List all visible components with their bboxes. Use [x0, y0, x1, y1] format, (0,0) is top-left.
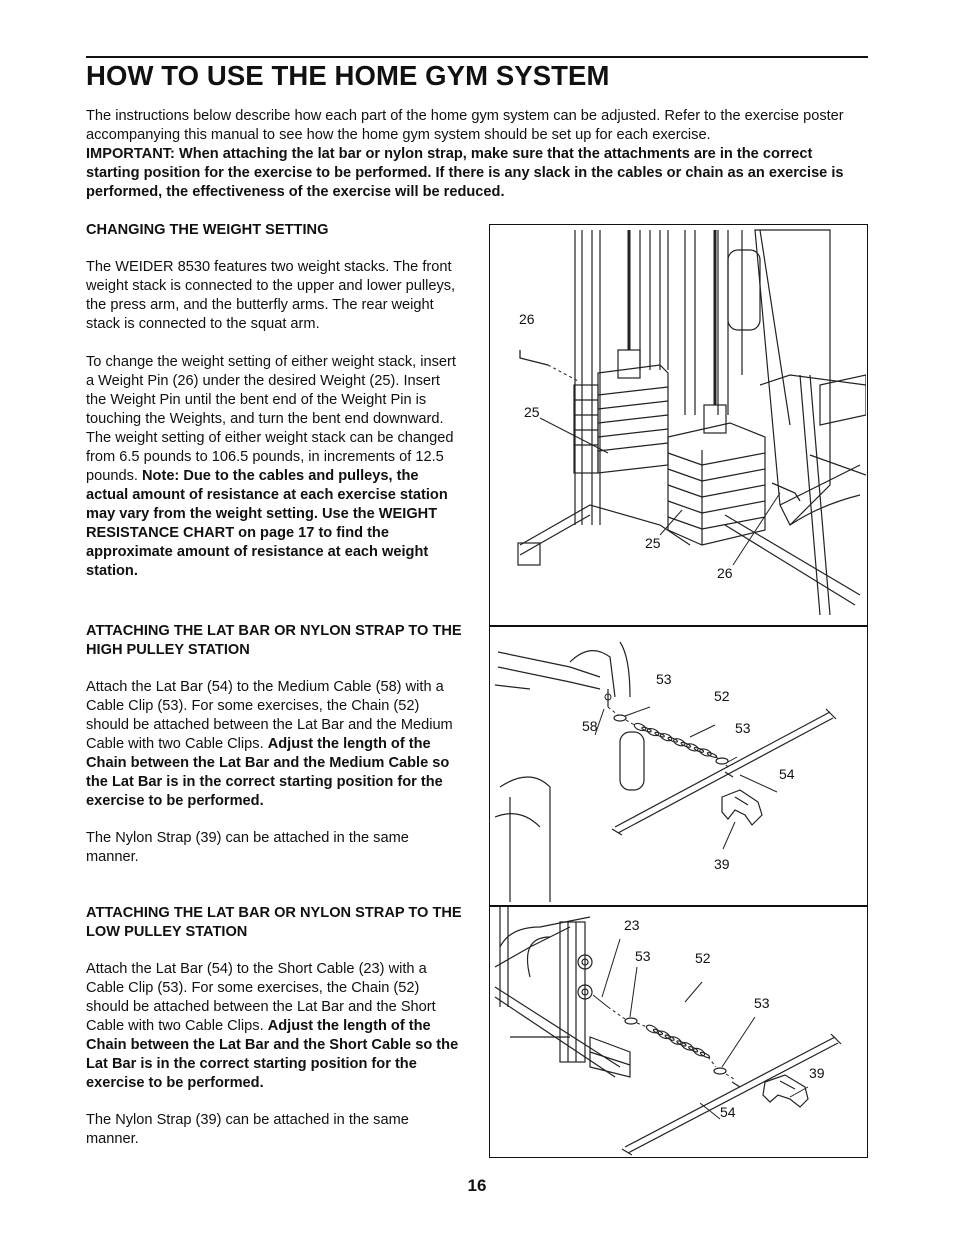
intro-paragraph: [86, 107, 868, 202]
paragraph-text: Attach the Lat Bar (54) to the Medium Cable (58) with a Cable Clip (53). For some exercises, the Chain (52) should be attached between the Lat Bar and the Medium Cable with two Cable Clips.: [86, 679, 453, 752]
callout-chain: 52: [714, 688, 730, 704]
section-heading: ATTACHING THE LAT BAR OR NYLON STRAP TO THE LOW PULLEY STATION: [86, 905, 462, 940]
section-paragraph: [86, 960, 464, 1093]
callout-weight-pin: 26: [717, 565, 733, 581]
callout-lat-bar: 54: [779, 766, 795, 782]
section-high-pulley: [86, 622, 464, 867]
section-paragraph: [86, 353, 464, 581]
intro-text: The instructions below describe how each part of the home gym system can be adjusted. Refer to the exercise poster accompanying this manual to see how the home gym system should be set up for each exercise.: [86, 108, 844, 143]
section-paragraph: [86, 678, 464, 811]
callout-cable-clip: 53: [754, 995, 770, 1011]
paragraph-bold-note: Adjust the length of the Chain between the Lat Bar and the Short Cable so the Lat Bar is in the correct starting position for the exercise to be performed.: [86, 1018, 459, 1091]
page-number: 16: [467, 1176, 487, 1195]
chain-link: [694, 747, 704, 753]
figure-box: [489, 224, 868, 1158]
section-heading: ATTACHING THE LAT BAR OR NYLON STRAP TO THE HIGH PULLEY STATION: [86, 623, 462, 658]
chain-link: [653, 1028, 663, 1035]
chain-link: [641, 726, 651, 732]
callout-lat-bar: 54: [720, 1104, 736, 1120]
paragraph-text: To change the weight setting of either weight stack, insert a Weight Pin (26) under the desired Weight (25). Insert the Weight Pin until the bent end of the Weight Pin is touching the Weights, and turn the bent end downward. The weight setting of either weight stack can be changed from 6.5 pounds to 106.5 pounds, in increments of 12.5 pounds.: [86, 354, 456, 484]
paragraph-bold-note: Adjust the length of the Chain between the Lat Bar and the Medium Cable so the Lat Bar is in the correct starting position for the exercise to be performed.: [86, 736, 450, 809]
callout-cable-clip: 53: [735, 720, 751, 736]
callout-nylon-strap: 39: [714, 856, 730, 872]
figure-low-pulley: [490, 907, 867, 1157]
chain-link: [654, 731, 664, 737]
section-heading: CHANGING THE WEIGHT SETTING: [86, 222, 329, 238]
chain-link: [681, 742, 691, 748]
intro-important: IMPORTANT: When attaching the lat bar or nylon strap, make sure that the attachments are in the correct starting position for the exercise to be performed. If there is any slack in the cables or chain as an exercise is performed, the effectiveness of the exercise will be reduced.: [86, 146, 844, 200]
callout-chain: 52: [695, 950, 711, 966]
callout-short-cable: 23: [624, 917, 640, 933]
paragraph-bold-note: Note: Due to the cables and pulleys, the actual amount of resistance at each exercise station may vary from the weight setting. Use the WEIGHT RESISTANCE CHART on page 17 to find the approximate amount of resistance at each weight station.: [86, 468, 448, 579]
paragraph-text: Attach the Lat Bar (54) to the Short Cable (23) with a Cable Clip (53). For some exercises, the Chain (52) should be attached between the Lat Bar and the Short Cable with two Cable Clips.: [86, 961, 436, 1034]
callout-cable-clip: 53: [656, 671, 672, 687]
chain-link: [668, 737, 678, 743]
page-title: HOW TO USE THE HOME GYM SYSTEM: [86, 60, 610, 91]
callout-weight: 25: [524, 404, 540, 420]
figure-high-pulley: [490, 627, 867, 905]
figure-weight-stacks: [490, 225, 867, 625]
chain-link: [665, 1034, 675, 1041]
chain-link: [688, 1046, 698, 1053]
weight-stacks-illustration: [490, 225, 866, 625]
section-low-pulley: [86, 904, 464, 1149]
section-paragraph: The WEIDER 8530 features two weight stacks. The front weight stack is connected to the upper and lower pulleys, the press arm, and the butterfly arms. The rear weight stack is connected to the squat arm.: [86, 259, 456, 332]
top-rule: [86, 56, 868, 58]
section-paragraph: The Nylon Strap (39) can be attached in the same manner.: [86, 830, 409, 865]
chain-link: [676, 1040, 686, 1047]
callout-weight-pin: 26: [519, 311, 535, 327]
low-pulley-illustration: [490, 907, 866, 1157]
high-pulley-illustration: [490, 627, 866, 905]
callout-nylon-strap: 39: [809, 1065, 825, 1081]
callout-medium-cable: 58: [582, 718, 598, 734]
callout-cable-clip: 53: [635, 948, 651, 964]
section-paragraph: The Nylon Strap (39) can be attached in the same manner.: [86, 1112, 409, 1147]
callout-weight: 25: [645, 535, 661, 551]
section-weight-setting: [86, 221, 464, 581]
